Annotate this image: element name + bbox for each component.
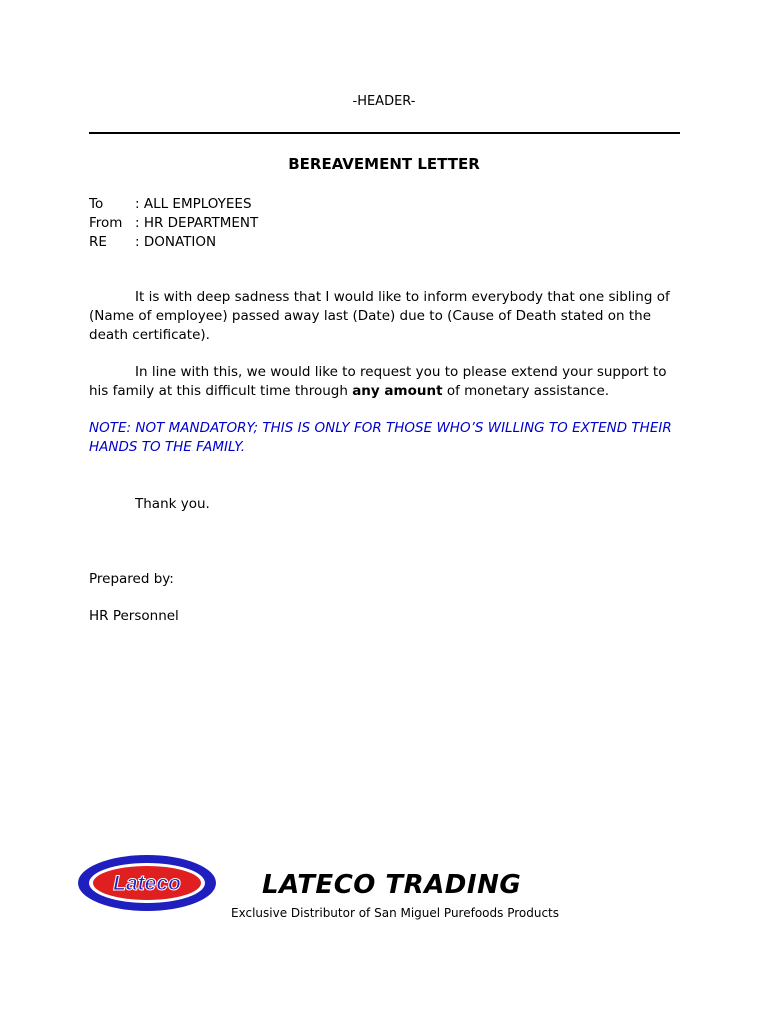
header-divider [89, 132, 680, 134]
company-name: LATECO TRADING [262, 870, 522, 900]
paragraph-request-text-end: of monetary assistance. [442, 383, 610, 399]
meta-value: : ALL EMPLOYEES [135, 196, 252, 212]
note-text: NOTE: NOT MANDATORY; THIS IS ONLY FOR THOSE WHO’S WILLING TO EXTEND THEIR HANDS TO THE FAMILY. [89, 420, 672, 455]
meta-value: : HR DEPARTMENT [135, 215, 259, 231]
logo-text: Lateco [113, 872, 181, 895]
company-tagline: Exclusive Distributor of San Miguel Purefoods Products [231, 906, 560, 920]
meta-key: To [89, 196, 104, 212]
meta-row-re [89, 233, 258, 252]
preparer-name: HR Personnel [89, 608, 179, 624]
paragraph-request-emphasis: any amount [352, 383, 443, 399]
paragraph-announcement: It is with deep sadness that I would like to inform everybody that one sibling of (Name of employee) passed away last (Date) due to (Cause of Death stated on the death certificate). [89, 289, 670, 343]
letter-meta [89, 195, 258, 252]
meta-row-from [89, 214, 258, 233]
prepared-by-label: Prepared by: [89, 571, 174, 587]
closing-text: Thank you. [135, 496, 210, 512]
meta-key: From [89, 215, 123, 231]
paragraph-request-text: In line with this, we would like to request you to please extend your support to his family at this difficult time through [89, 364, 667, 399]
paragraph-request [89, 363, 674, 401]
meta-key: RE [89, 234, 107, 250]
letter-title: BEREAVEMENT LETTER [288, 155, 480, 173]
meta-value: : DONATION [135, 234, 217, 250]
document-header: -HEADER- [352, 94, 416, 109]
meta-row-to [89, 195, 258, 214]
company-logo [77, 854, 217, 912]
